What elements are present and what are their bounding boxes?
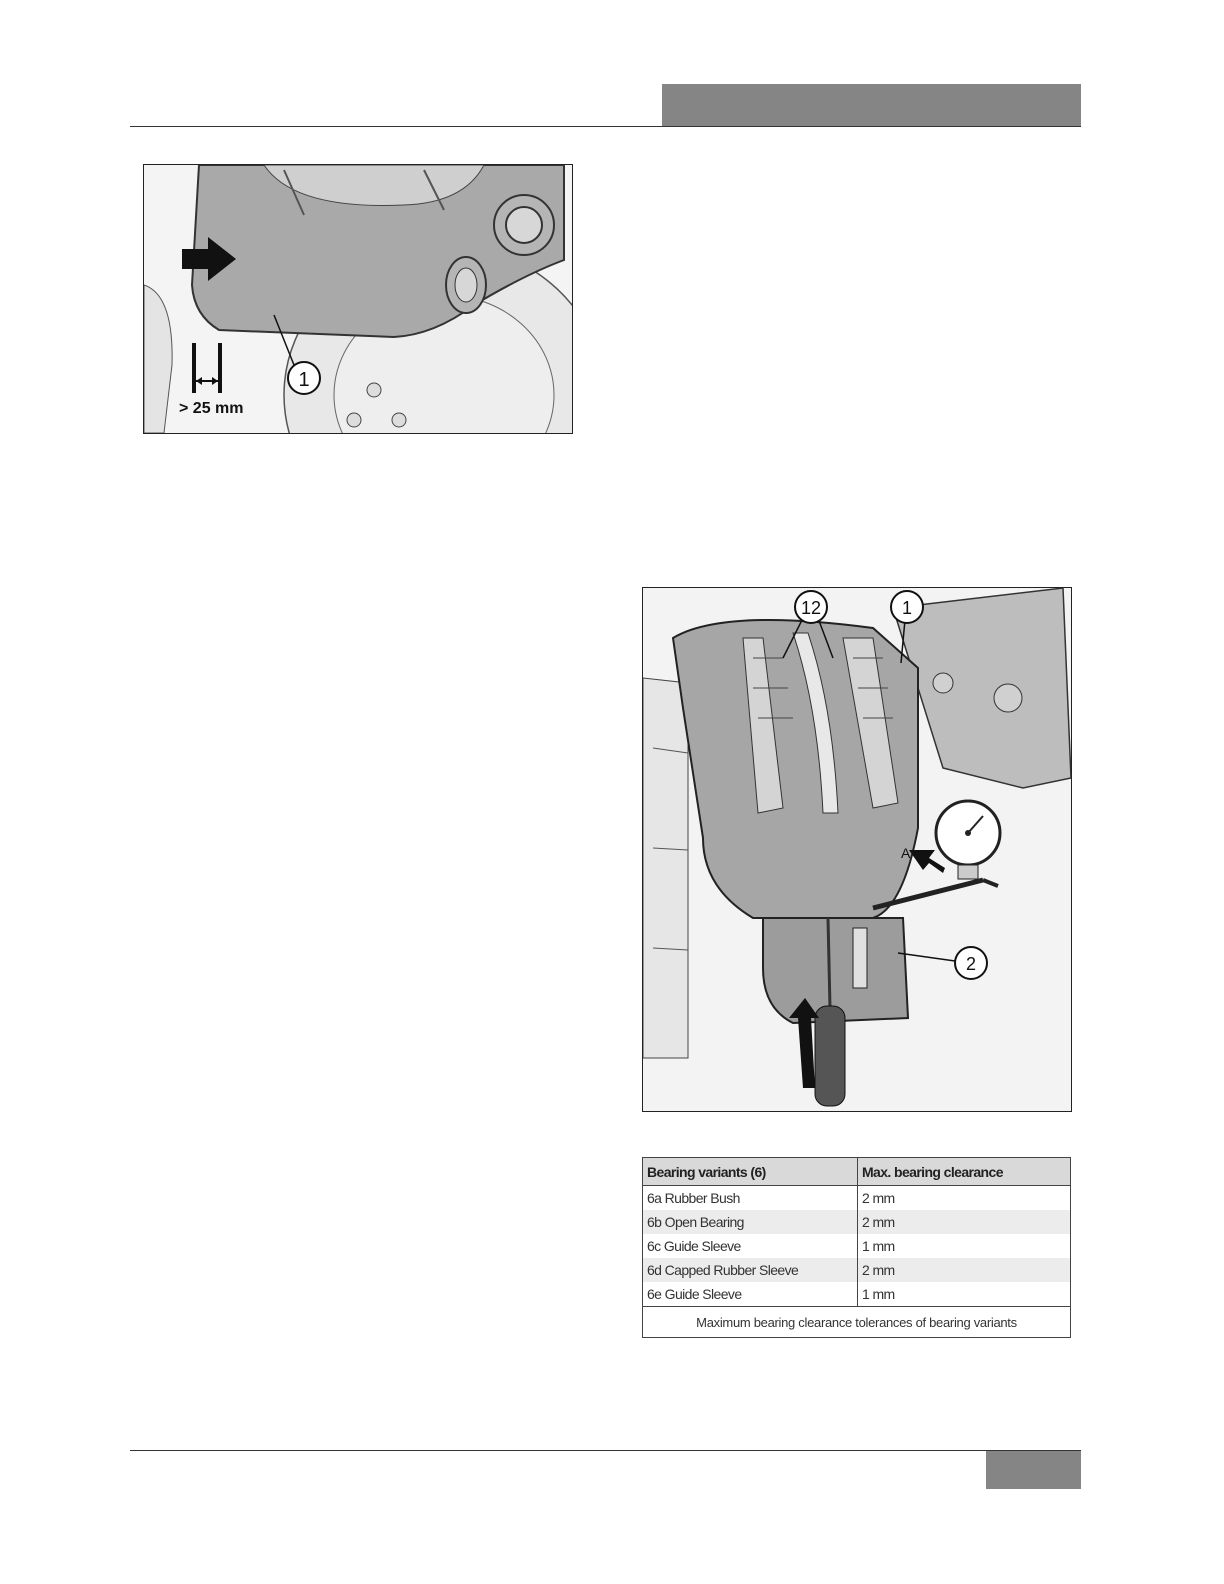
- table-row: [643, 1186, 1071, 1211]
- table-row: [643, 1234, 1071, 1258]
- label-a: A: [901, 845, 911, 861]
- variant-cell: 6e Guide Sleeve: [643, 1282, 858, 1307]
- callout-1-caliper: 1: [901, 598, 913, 618]
- table-row: [643, 1282, 1071, 1307]
- clearance-cell: 1 mm: [858, 1234, 1071, 1258]
- footer-bar: [986, 1451, 1081, 1489]
- callout-1: 1: [298, 369, 310, 391]
- variant-cell: 6b Open Bearing: [643, 1210, 858, 1234]
- dial-gauge-illustration: [643, 588, 1071, 1111]
- footer-rule: [130, 1450, 1081, 1451]
- column-header-clearance: Max. bearing clearance: [858, 1158, 1071, 1186]
- bearing-clearance-table: [642, 1157, 1071, 1338]
- figure-bearing-clearance: [642, 587, 1072, 1112]
- clearance-cell: 2 mm: [858, 1210, 1071, 1234]
- table-caption: Maximum bearing clearance tolerances of bearing variants: [643, 1307, 1071, 1338]
- variant-cell: 6c Guide Sleeve: [643, 1234, 858, 1258]
- variant-cell: 6a Rubber Bush: [643, 1186, 858, 1211]
- clearance-cell: 1 mm: [858, 1282, 1071, 1307]
- table-row: [643, 1210, 1071, 1234]
- column-header-variant: Bearing variants (6): [643, 1158, 858, 1186]
- caliper-illustration: [144, 165, 572, 433]
- clearance-cell: 2 mm: [858, 1186, 1071, 1211]
- measurement-label: > 25 mm: [179, 400, 244, 417]
- callout-12: 12: [800, 598, 822, 618]
- callout-2-carrier: 2: [965, 954, 977, 974]
- header-bar: [662, 84, 1081, 126]
- header-rule: [130, 126, 1081, 127]
- figure-caliper-movement: [143, 164, 573, 434]
- clearance-cell: 2 mm: [858, 1258, 1071, 1282]
- table-row: [643, 1258, 1071, 1282]
- variant-cell: 6d Capped Rubber Sleeve: [643, 1258, 858, 1282]
